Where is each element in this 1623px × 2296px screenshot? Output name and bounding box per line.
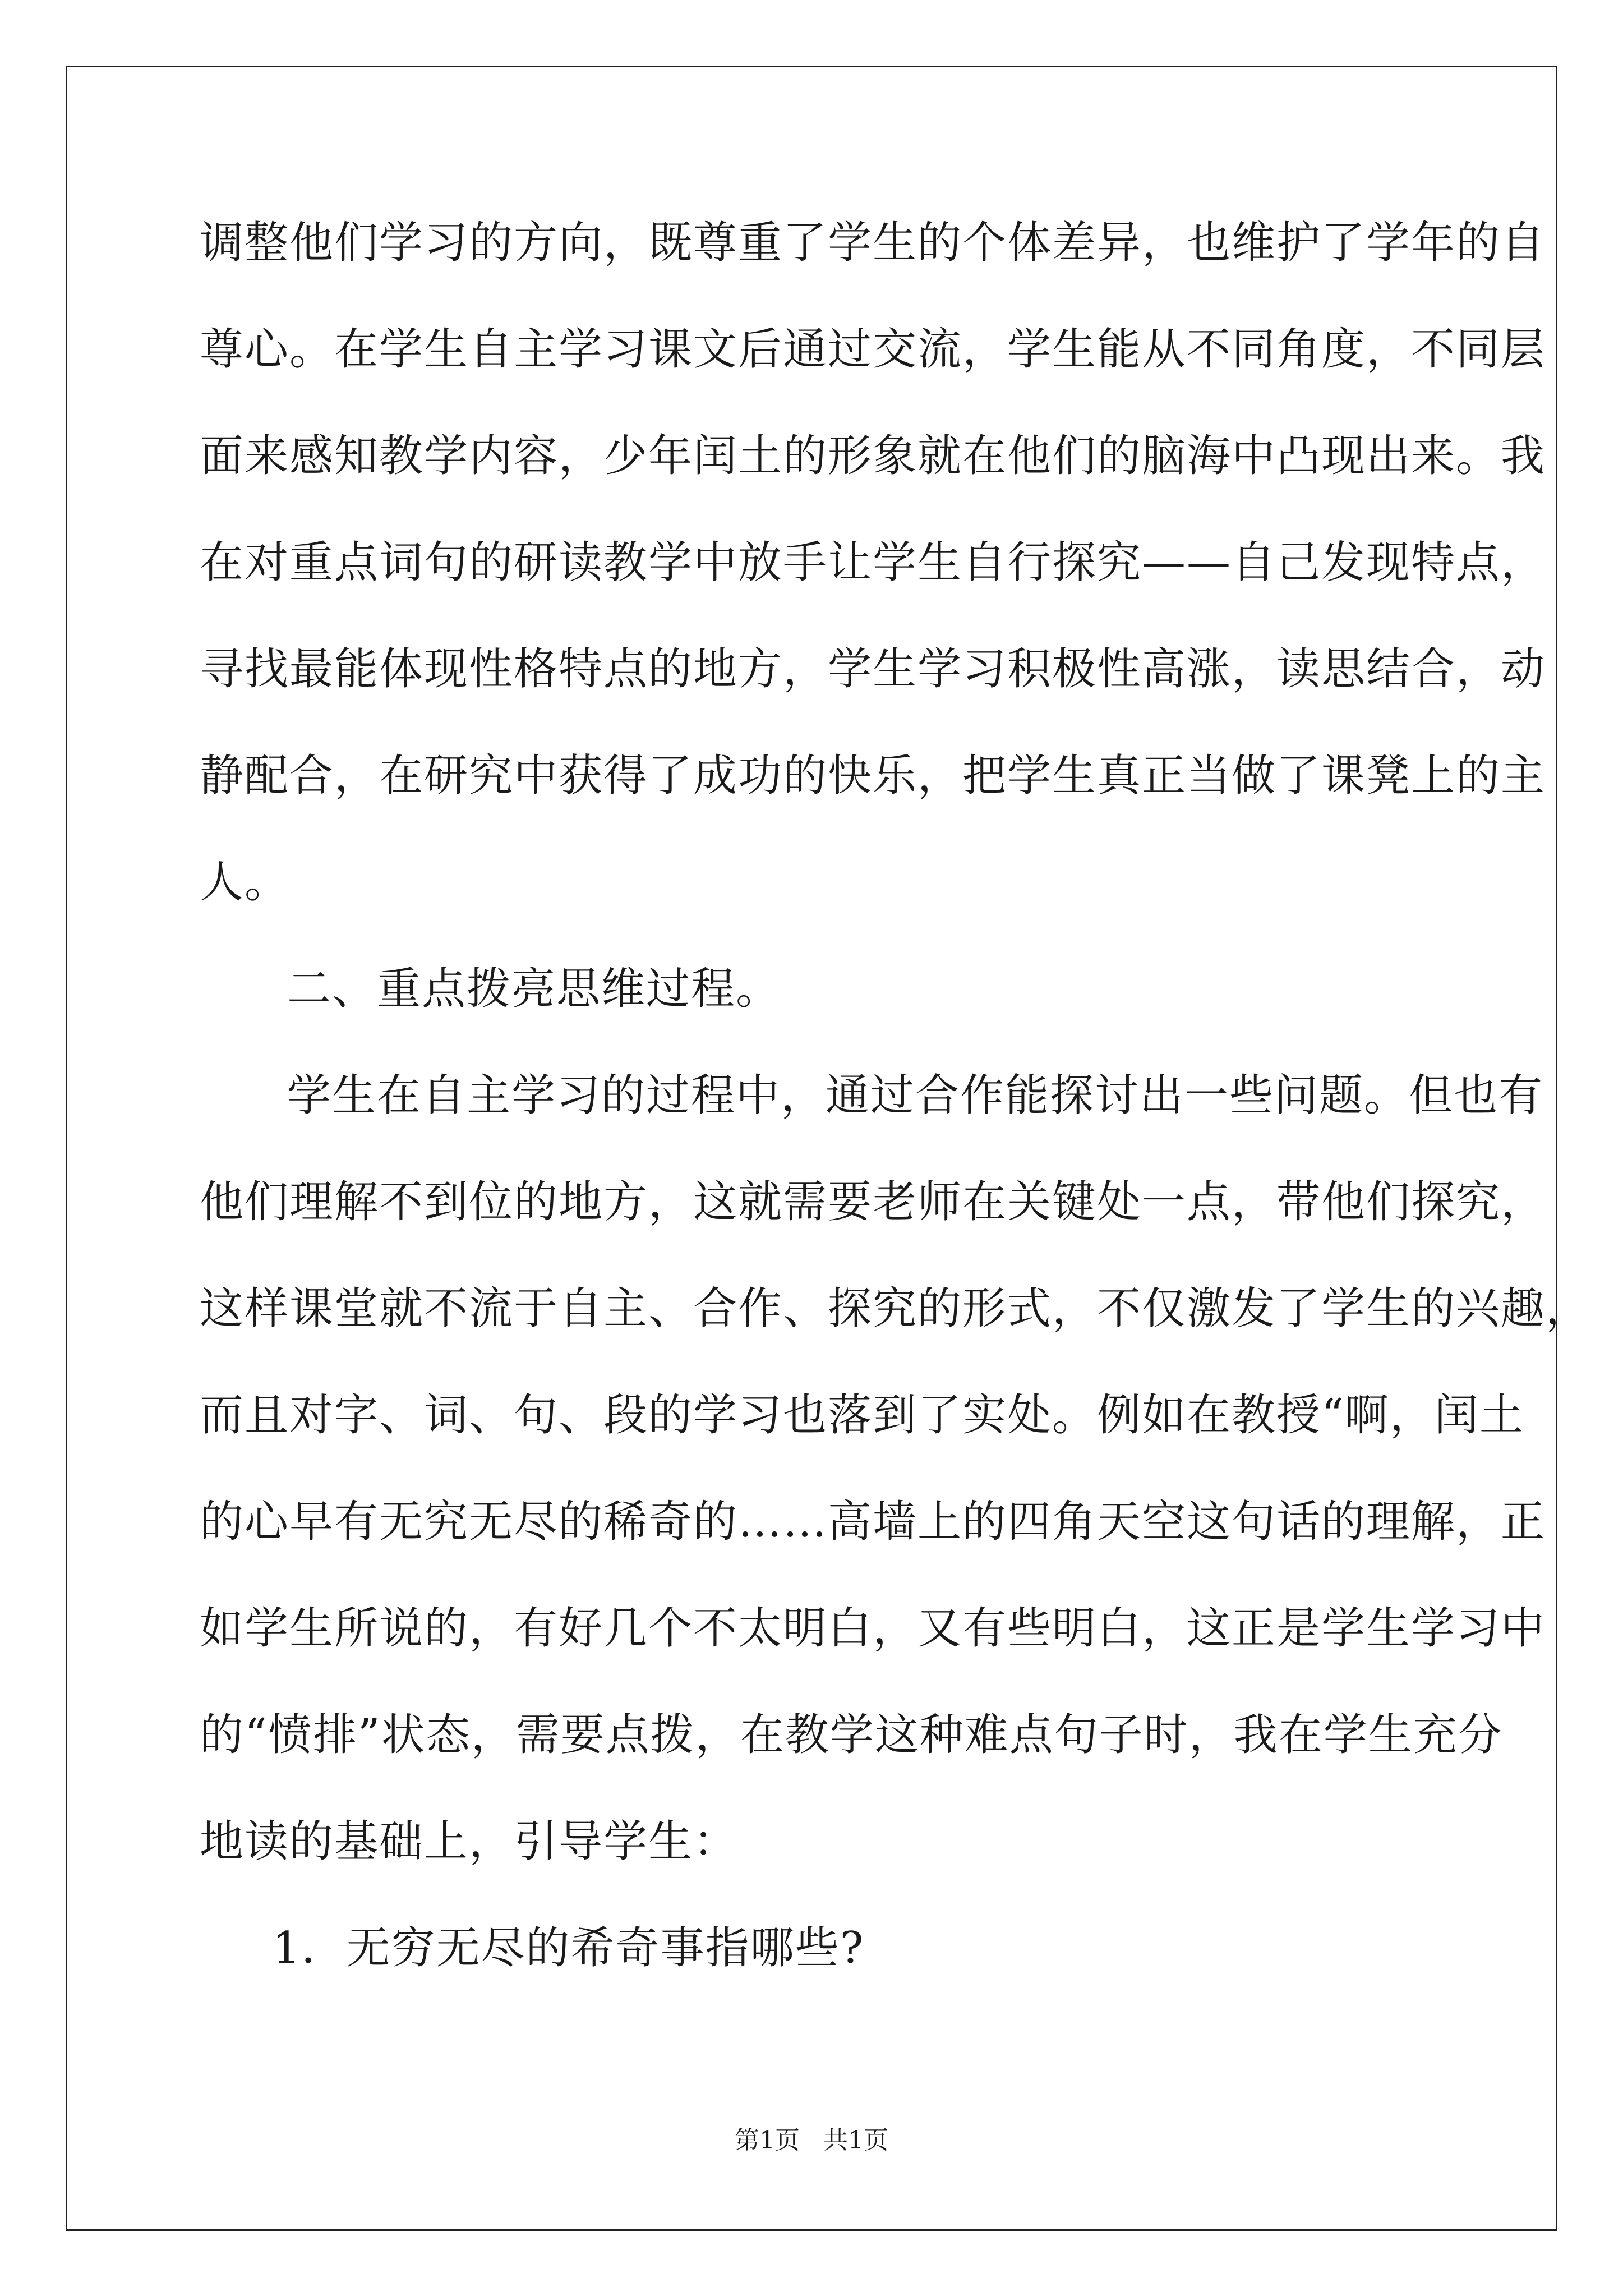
paragraph-line: 如学生所说的，有好几个不太明白，又有些明白，这正是学生学习中 xyxy=(200,1603,1546,1654)
paragraph-line: 学生在自主学习的过程中，通过合作能探讨出一些问题。但也有 xyxy=(287,1070,1544,1121)
paragraph-line: 人。 xyxy=(200,857,290,908)
paragraph-line: 在对重点词句的研读教学中放手让学生自行探究——自己发现特点， xyxy=(200,537,1546,588)
paragraph-line: 面来感知教学内容，少年闰土的形象就在他们的脑海中凸现出来。我 xyxy=(200,431,1546,481)
paragraph-line: 静配合，在研究中获得了成功的快乐，把学生真正当做了课凳上的主 xyxy=(200,751,1546,801)
paragraph-line: 地读的基础上，引导学生： xyxy=(200,1816,739,1867)
page-number-footer: 第1页 共1页 xyxy=(735,2126,888,2155)
paragraph-line: 而且对字、词、句、段的学习也落到了实处。例如在教授“啊，闰土 xyxy=(200,1390,1524,1441)
paragraph-line: 调整他们学习的方向，既尊重了学生的个体差异，也维护了学年的自 xyxy=(200,218,1546,268)
section-heading: 二、重点拨亮思维过程。 xyxy=(287,964,781,1014)
list-item: 1．无穷无尽的希奇事指哪些? xyxy=(273,1923,865,1973)
paragraph-line: 寻找最能体现性格特点的地方，学生学习积极性高涨，读思结合，动 xyxy=(200,644,1546,694)
page-border xyxy=(66,66,1557,2231)
paragraph-line: 的心早有无究无尽的稀奇的……高墙上的四角天空这句话的理解，正 xyxy=(200,1497,1546,1547)
paragraph-line: 的“愤排”状态，需要点拨，在教学这种难点句子时，我在学生充分 xyxy=(200,1710,1503,1760)
paragraph-line: 尊心。在学生自主学习课文后通过交流，学生能从不同角度，不同层 xyxy=(200,324,1546,375)
paragraph-line: 这样课堂就不流于自主、合作、探究的形式，不仅激发了学生的兴趣， xyxy=(200,1283,1591,1334)
paragraph-line: 他们理解不到位的地方，这就需要老师在关键处一点，带他们探究， xyxy=(200,1177,1546,1227)
